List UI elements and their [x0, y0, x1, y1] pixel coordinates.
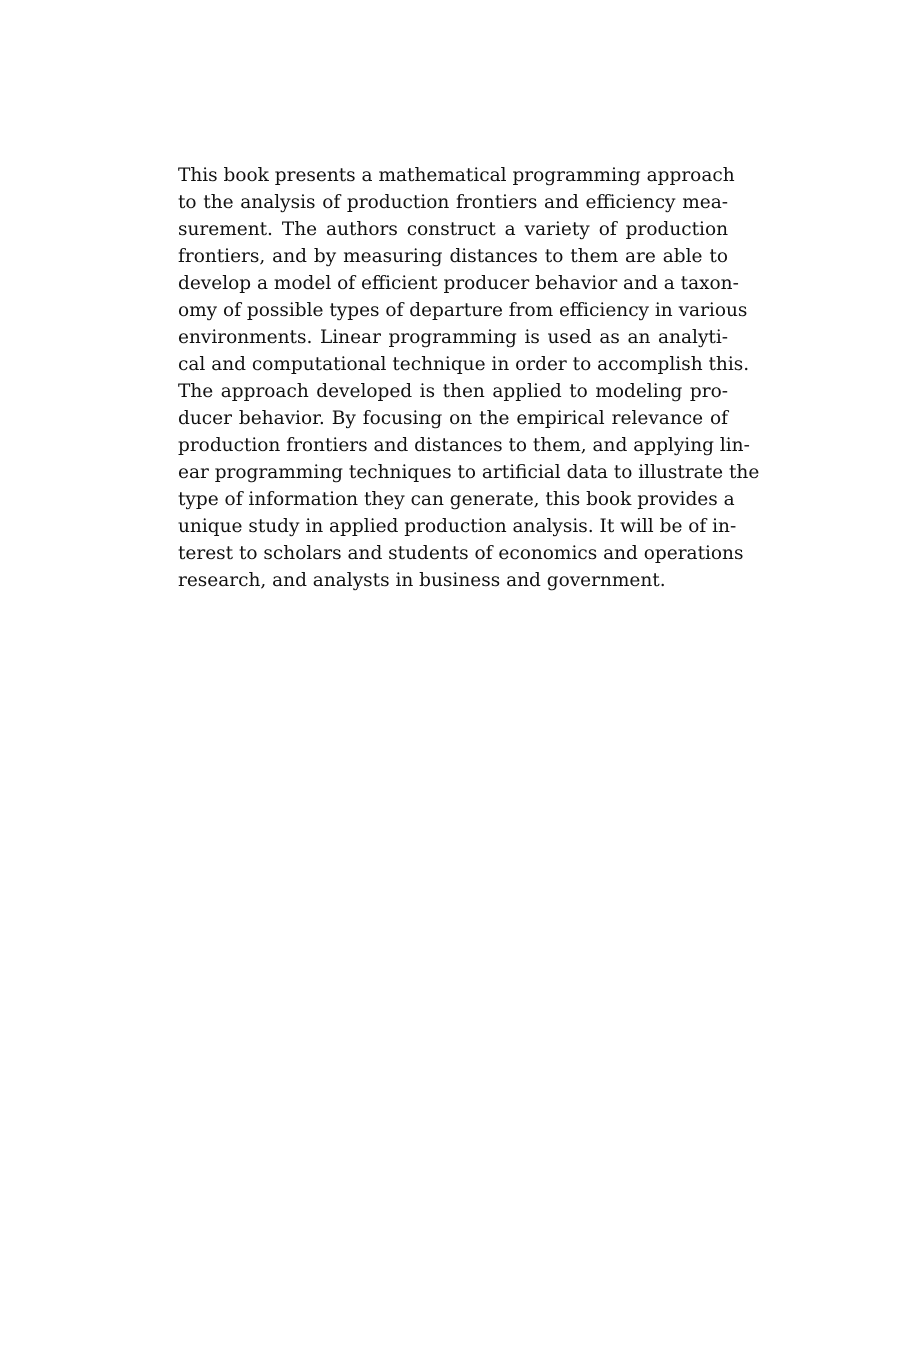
- text-line: frontiers, and by measuring distances to them are able to: [178, 246, 728, 267]
- text-line: terest to scholars and students of economics and operations: [178, 543, 744, 564]
- text-line: type of information they can generate, this book provides a: [178, 489, 735, 510]
- text-line: This book presents a mathematical programming approach: [178, 165, 735, 186]
- text-line: environments. Linear programming is used as an analyti-: [178, 327, 728, 348]
- text-line: develop a model of efficient producer behavior and a taxon-: [178, 273, 739, 294]
- text-line: The approach developed is then applied to modeling pro-: [178, 381, 728, 402]
- text-line: omy of possible types of departure from efficiency in various: [178, 300, 748, 321]
- text-line: research, and analysts in business and government.: [178, 570, 666, 591]
- text-line: unique study in applied production analysis. It will be of in-: [178, 516, 737, 537]
- book-description: [178, 162, 760, 594]
- text-line: to the analysis of production frontiers and efficiency mea-: [178, 192, 728, 213]
- text-line: ear programming techniques to artificial data to illustrate the: [178, 462, 760, 483]
- text-line: surement. The authors construct a variety of production: [178, 219, 728, 240]
- text-line: ducer behavior. By focusing on the empirical relevance of: [178, 408, 728, 429]
- text-line: cal and computational technique in order to accomplish this.: [178, 354, 750, 375]
- text-line: production frontiers and distances to them, and applying lin-: [178, 435, 750, 456]
